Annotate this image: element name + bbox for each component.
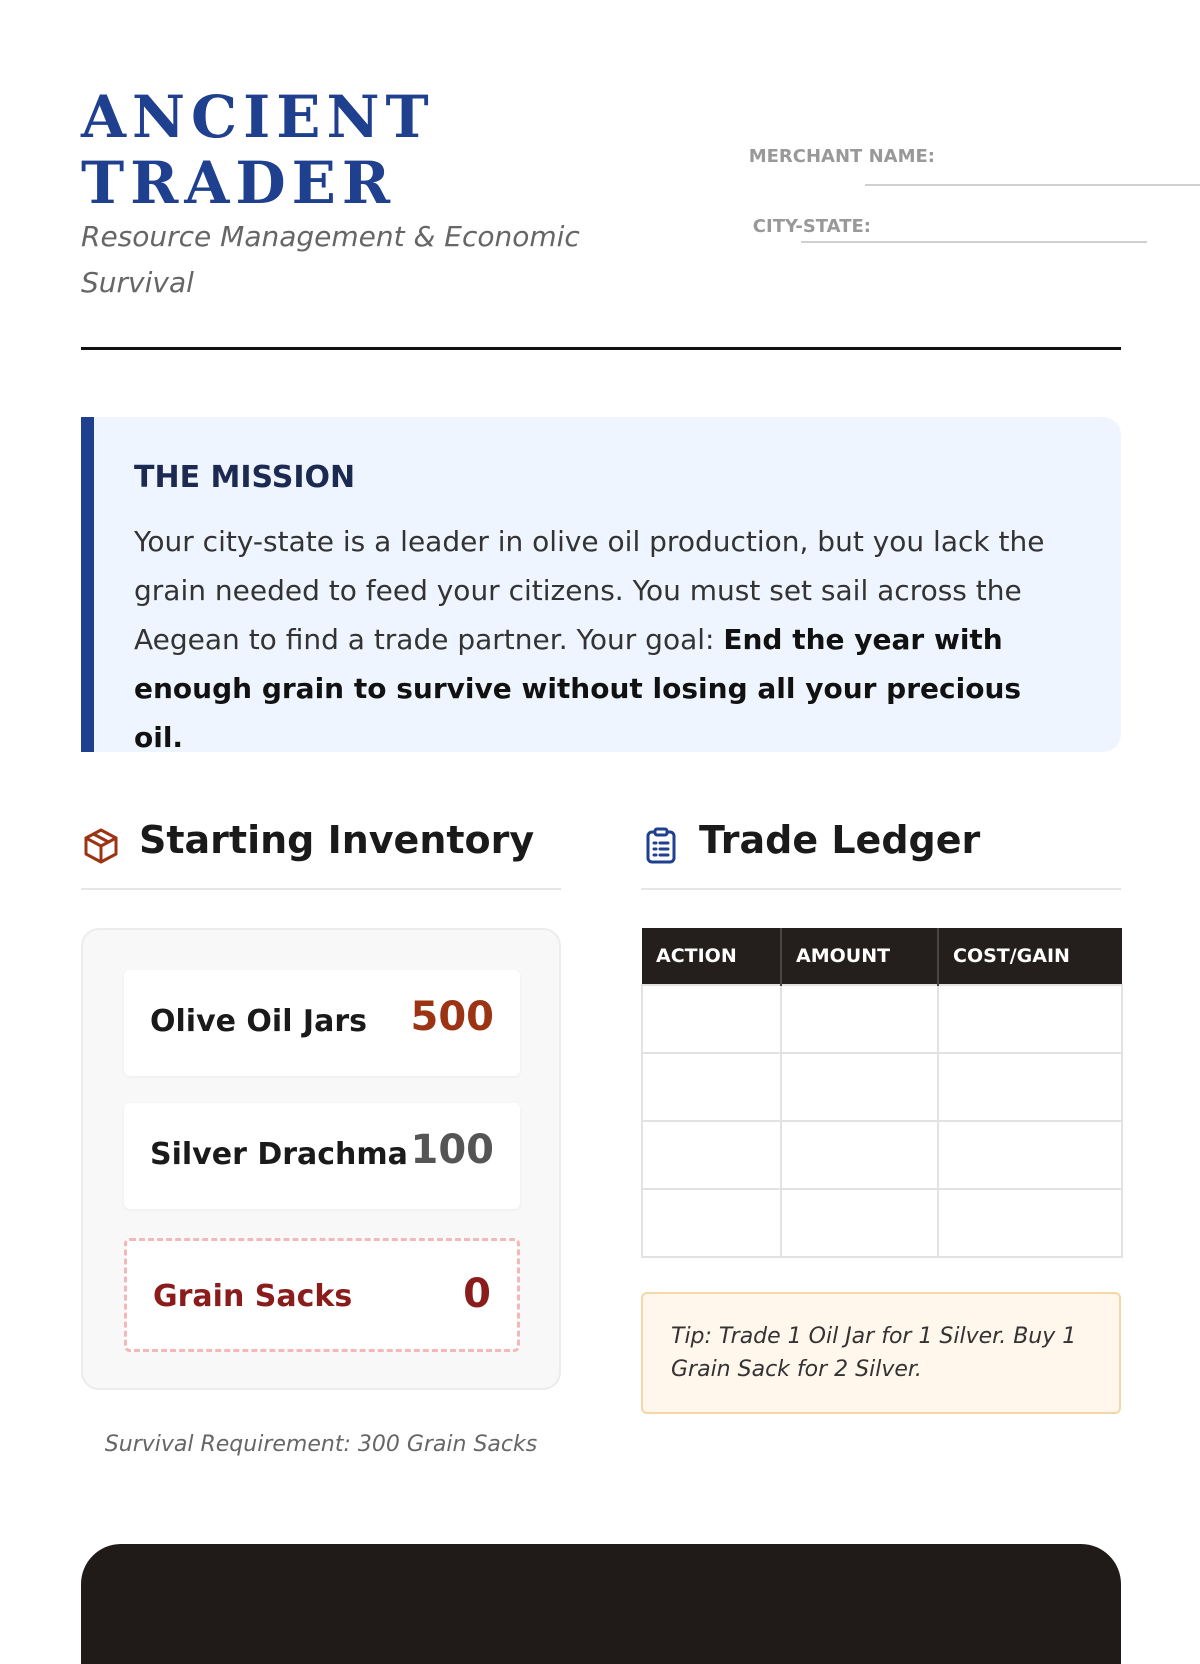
footer-bar [81, 1544, 1121, 1664]
mission-title: THE MISSION [134, 460, 356, 495]
inventory-item-value: 500 [410, 994, 494, 1040]
inventory-item-label: Grain Sacks [153, 1279, 353, 1314]
table-cell[interactable] [642, 1053, 781, 1121]
trade-ledger-table [641, 928, 1123, 1258]
inventory-item-oil [124, 970, 520, 1076]
table-header-row [642, 928, 1122, 985]
table-cell[interactable] [642, 985, 781, 1053]
table-cell[interactable] [642, 1121, 781, 1189]
inventory-section-header [81, 818, 561, 890]
header-divider [81, 347, 1121, 350]
table-cell[interactable] [938, 1053, 1122, 1121]
merchant-name-field[interactable] [865, 184, 1200, 186]
ledger-heading: Trade Ledger [699, 818, 981, 862]
mission-goal: End the year with enough grain to survive without losing all your precious oil. [134, 623, 1022, 754]
table-row [642, 1053, 1122, 1121]
ledger-section-header [641, 818, 1121, 890]
table-cell[interactable] [938, 1189, 1122, 1257]
table-cell[interactable] [781, 1121, 938, 1189]
column-header-action: ACTION [642, 928, 781, 985]
table-row [642, 1189, 1122, 1257]
inventory-item-value: 100 [410, 1127, 494, 1173]
inventory-item-label: Olive Oil Jars [150, 1004, 367, 1039]
city-state-label: CITY-STATE: [752, 216, 871, 237]
tip-text: Tip: Trade 1 Oil Jar for 1 Silver. Buy 1 Grain Sack for 2 Silver. [671, 1324, 1077, 1382]
table-cell[interactable] [938, 1121, 1122, 1189]
table-cell[interactable] [642, 1189, 781, 1257]
city-state-field[interactable] [801, 241, 1147, 243]
mission-body: Your city-state is a leader in olive oil production, but you lack the grain needed to feed your citizens. You must set sail across the Aegean to find a trade partner. Your goal: [134, 525, 1045, 656]
title-line-2: TRADER [81, 149, 397, 217]
clipboard-icon [641, 826, 681, 866]
title-line-1: ANCIENT [81, 83, 435, 151]
table-cell[interactable] [781, 1189, 938, 1257]
column-header-cost-gain: COST/GAIN [938, 928, 1122, 985]
survival-requirement: Survival Requirement: 300 Grain Sacks [104, 1432, 538, 1457]
table-row [642, 985, 1122, 1053]
page-title [81, 84, 501, 216]
worksheet-page [81, 0, 1121, 1600]
table-row [642, 1121, 1122, 1189]
inventory-item-label: Silver Drachma [150, 1137, 408, 1172]
inventory-item-grain [124, 1238, 520, 1352]
mission-text [134, 517, 1074, 762]
tip-box [641, 1292, 1121, 1414]
table-cell[interactable] [938, 985, 1122, 1053]
column-header-amount: AMOUNT [781, 928, 938, 985]
inventory-heading: Starting Inventory [139, 818, 535, 862]
merchant-name-label: MERCHANT NAME: [748, 146, 935, 167]
inventory-panel [81, 928, 561, 1390]
table-cell[interactable] [781, 985, 938, 1053]
page-subtitle: Resource Management & Economic Survival [81, 220, 580, 299]
box-icon [81, 826, 121, 866]
inventory-item-silver [124, 1103, 520, 1209]
inventory-item-value: 0 [463, 1271, 491, 1317]
table-cell[interactable] [781, 1053, 938, 1121]
mission-card [81, 417, 1121, 752]
